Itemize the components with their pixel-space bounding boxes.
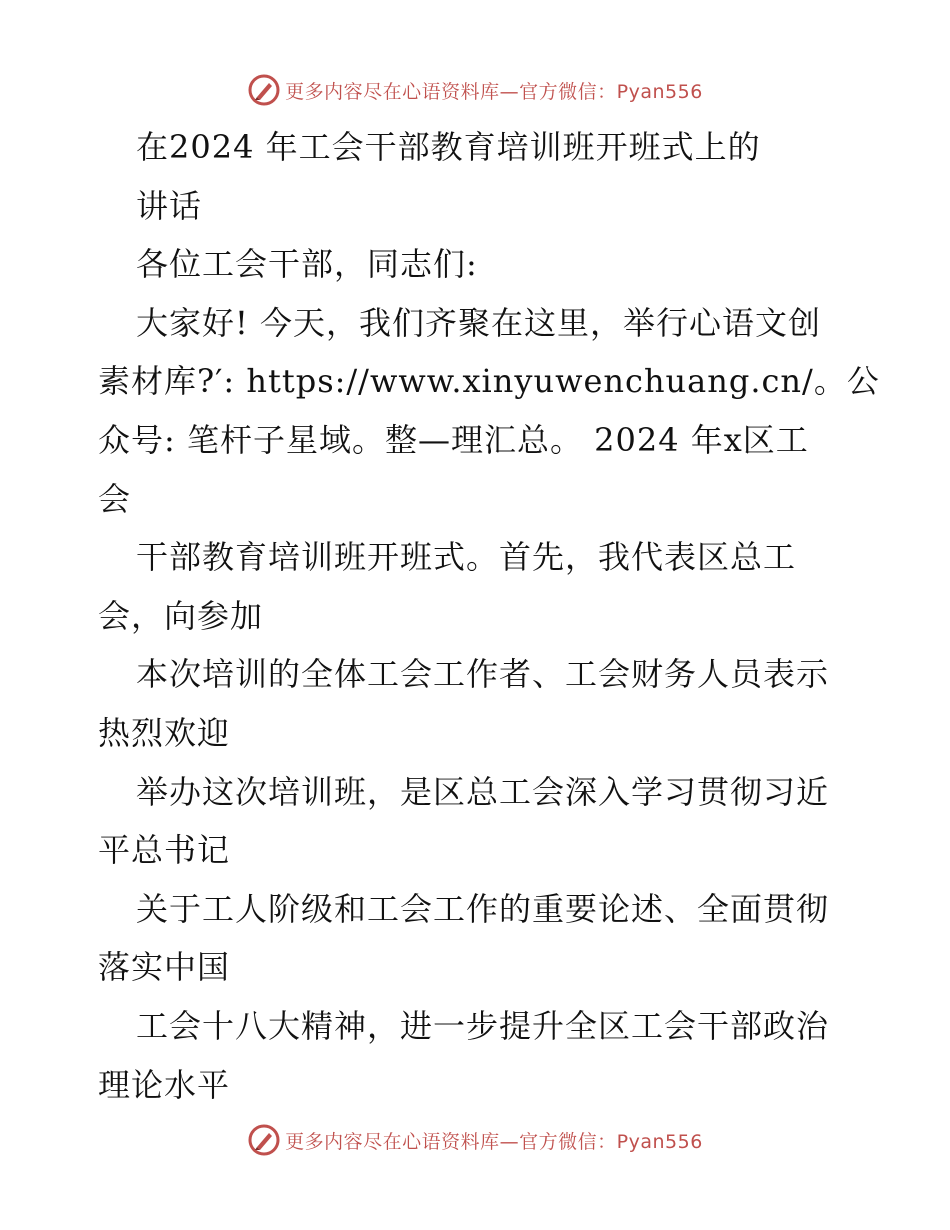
text-line: 大家好! 今天，我们齐聚在这里，举行心语文创 [136,303,822,342]
text-line: 热烈欢迎 [98,713,231,752]
text-line: 会，向参加 [98,596,264,635]
text-line: 理论水平 [98,1065,231,1104]
banner-text: 更多内容尽在心语资料库— [285,80,520,103]
banner-contact: 官方微信：Pyan556 [519,80,703,103]
text-line: 素材库?′: https://www.xinyuwenchuang.cn/。公 [98,362,880,401]
text-line: 在2024 年工会干部教育培训班开班式上的 [136,128,761,166]
document-body [98,118,880,1114]
pen-logo-icon [247,73,281,107]
footer-banner [0,1120,950,1160]
text-line: 众号: 笔杆子星域。整—理汇总。 2024 年x区工 [98,420,809,459]
banner-contact: 官方微信：Pyan556 [519,1130,703,1153]
text-line: 关于工人阶级和工会工作的重要论述、全面贯彻 [136,889,830,928]
text-line: 各位工会干部，同志们: [136,245,478,284]
text-line: 工会十八大精神，进一步提升全区工会干部政治 [136,1006,830,1045]
pen-logo-icon [247,1123,281,1157]
text-line: 讲话 [136,186,203,225]
text-line: 本次培训的全体工会工作者、工会财务人员表示 [136,655,830,694]
text-line: 举办这次培训班，是区总工会深入学习贯彻习近 [136,772,830,811]
header-banner [0,70,950,110]
text-line: 平总书记 [98,831,231,870]
banner-text: 更多内容尽在心语资料库— [285,1130,520,1153]
text-line: 会 [98,479,132,518]
text-line: 干部教育培训班开班式。首先，我代表区总工 [136,538,797,577]
text-line: 落实中国 [98,948,231,987]
